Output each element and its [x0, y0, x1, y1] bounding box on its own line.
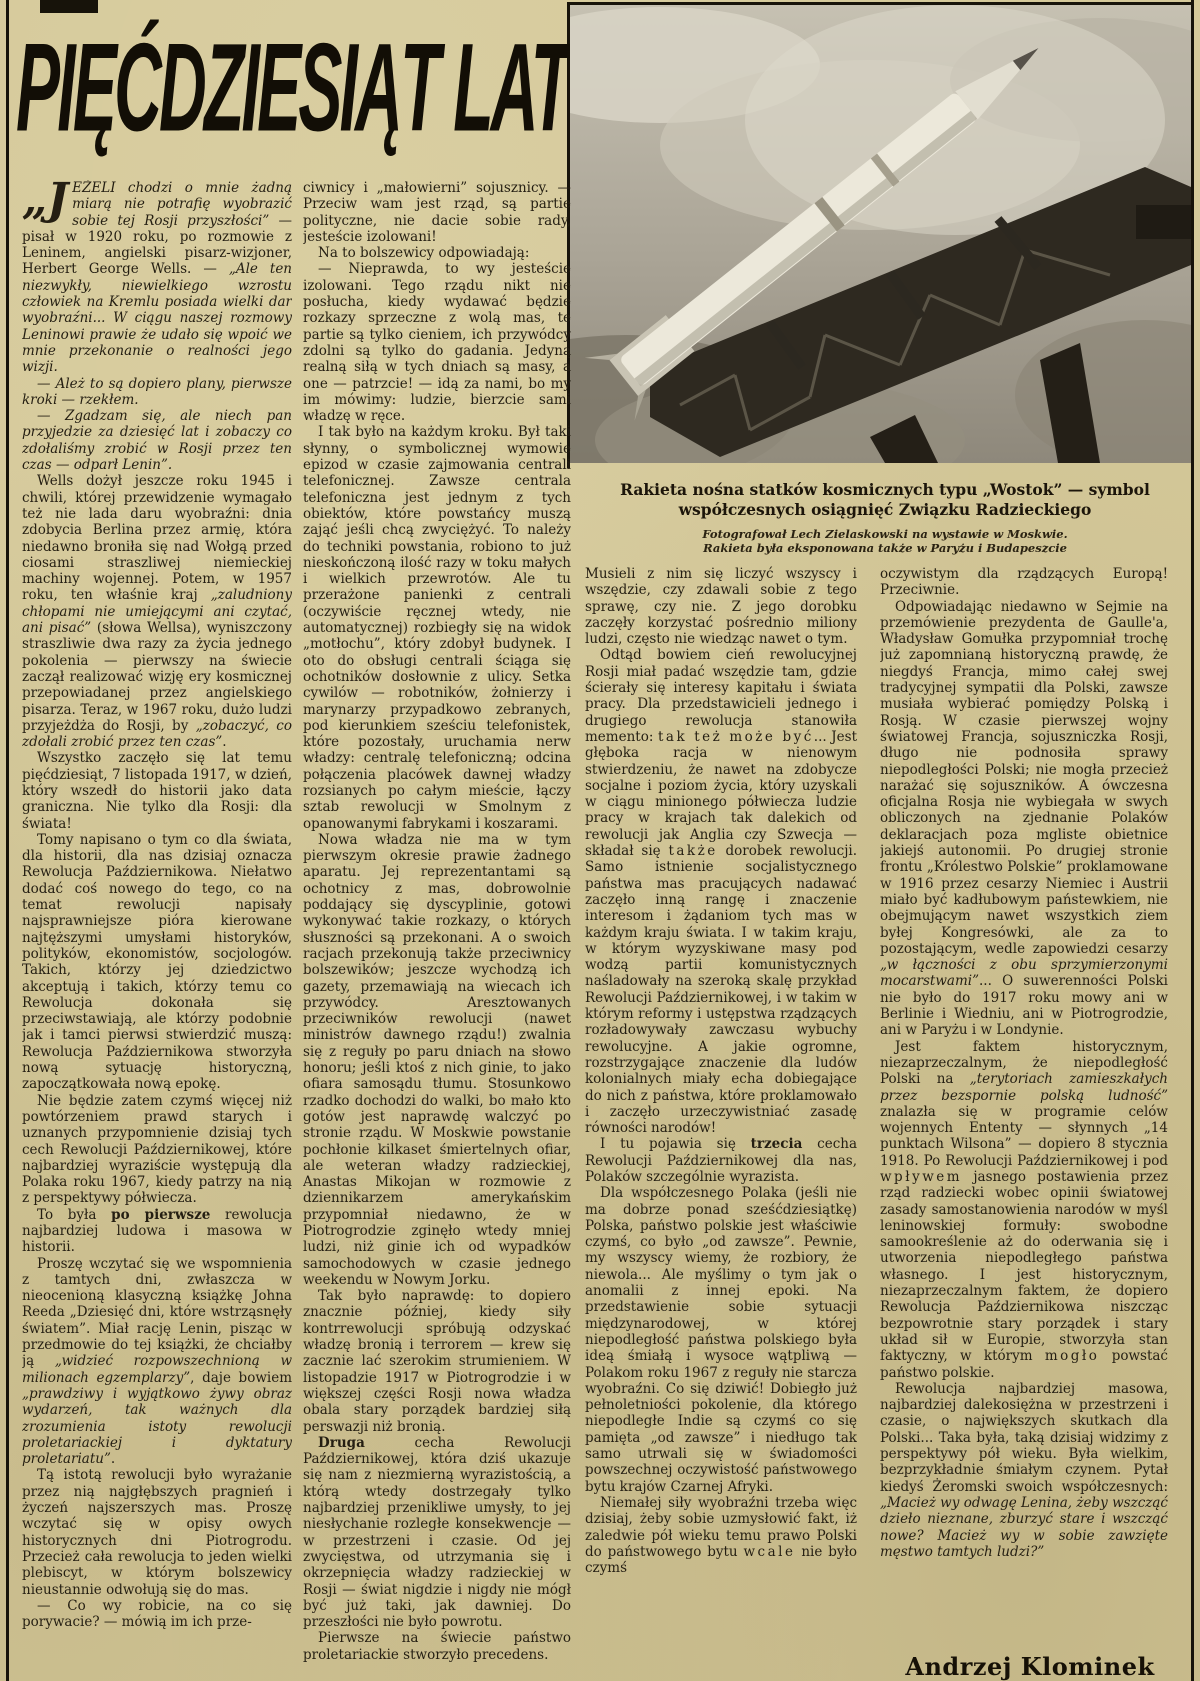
text-run: cecha Rewolucji Październikowej, która dziś ukazuje się nam z niezmierną wyrazistością, a którą wtedy dostrzegały tylko najbardziej przenikliwe umysły, to jej niesłychanie rozległe konsekwencje — w przestrzeni i czasie. Od jej zwycięstwa, od utrzymania się i okrzepnięcia władzy radzieckiej w Rosji — świat nigdzie i nigdy nie mógł być już taki, jak dawniej. Do przeszłości nie było powrotu. — [303, 1434, 571, 1631]
text-run: „terytoriach zamieszkałych przez bezspornie polską ludność” — [880, 1071, 1168, 1104]
text-run: cecha Rewolucji Październikowej dla nas, Polaków szczególnie wyrazista. — [585, 1136, 857, 1185]
rocket-photo — [570, 5, 1191, 463]
text-run: Tak było naprawdę: to dopiero znacznie później, kiedy siły kontrrewolucji spróbują odzyskać władzę bronią i terrorem — krew się zacznie lać szerokim strumieniem. W listopadzie 1917 w Piotrogrodzie i w większej części Rosji nowa władza obala stary porządek bardziej siłą perswazji niż bronią. — [303, 1288, 571, 1435]
text-run: — Zgadzam się, ale niech pan przyjedzie za dziesięć lat i zobaczy co zdołaliśmy zrobić w Rosji przez ten czas — odparł Lenin”. — [22, 408, 292, 474]
text-run: Odpowiadając niedawno w Sejmie na przemówienie prezydenta de Gaulle'a, Władysław Gomułka przypomniał trochę już zapomnianą historyczną prawdę, że niegdyś Francja, mimo całej swej tradycyjnej sympatii dla Polski, zawsze musiała wybierać pomiędzy Polską i Rosją. W czasie pierwszej wojny światowej Francja, sojuszniczka Rosji, długo nie podnosiła sprawy niepodległości Polski; nie mogła przecież narażać się sojuszników. A ówczesna oficjalna Rosja nie wybiegała w swych obliczonych na zjednanie Polaków deklaracjach poza mgliste obietnice jakiejś autonomii. Po drugiej stronie frontu „Królestwo Polskie” proklamowane w 1916 przez cesarzy Niemiec i Austrii miało być kadłubowym państewkiem, nie obejmującym nawet wszystkich ziem byłej Kongresówki, ale za to pozostającym, wedle zapowiedzi cesarzy — [880, 598, 1168, 957]
text-run: Jest faktem historycznym, niezaprzeczalnym, że niepodległość Polski na — [880, 1038, 1168, 1088]
text-run: wcale — [743, 1543, 796, 1560]
paragraph — [880, 1381, 1168, 1560]
paragraph — [22, 408, 292, 473]
text-run: Tomy napisano o tym co dla świata, dla historii, dla nas dzisiaj oznacza Rewolucja Październikowa. Niełatwo dodać coś nowego do tego, co na temat rewolucji napisały najsprawniejsze pióra kierowane najtęższymi umysłami historyków, polityków, ekonomistów, socjologów. Takich, którzy jej dziedzictwo akceptują i takich, którzy temu co Rewolucja dokonała się przeciwstawiają, ale którzy podobnie jak i tamci pierwsi stwierdzić muszą: Rewolucja Październikowa stworzyła nową sytuację historyczną, zapoczątkowała nową epokę. — [22, 831, 292, 1093]
text-run: „w łączności z obu sprzymierzonymi mocarstwami” — [880, 957, 1168, 990]
photo-credit — [585, 527, 1185, 555]
paragraph — [22, 1207, 292, 1256]
paragraph — [585, 1136, 857, 1185]
paragraph — [303, 1288, 571, 1435]
text-run: nie było czymś — [585, 1543, 857, 1577]
paragraph — [303, 180, 571, 245]
article-column-2 — [303, 180, 571, 1676]
paragraph — [585, 647, 857, 1136]
paragraph — [22, 473, 292, 750]
text-run: jasnego postawienia przez rząd radziecki wobec opinii światowej zasady samostanowienia narodów w myśl leninowskiej formuły: swobodne samookreślenie aż do oderwania się i utworzenia niepodległego państwa własnego. I jest historycznym, niezaprzeczalnym faktem, że dopiero Rewolucja Październikowa niszcząc bezpowrotnie stary porządek i stary układ sił w Europie, stworzyła stan faktyczny, w którym — [880, 1168, 1168, 1365]
text-run: „zobaczyć, co zdołali zrobić przez ten czas” — [22, 717, 292, 751]
text-run: Odtąd bowiem cień rewolucyjnej Rosji miał padać wszędzie tam, gdzie ścierały się interesy kapitału i świata pracy. Dla przedstawicieli jednego i drugiego rewolucja stanowiła memento: — [585, 647, 857, 745]
text-run: „Ale ten niezwykły, niewielkiego wzrostu człowiek na Kremlu posiada wielki dar wyobraźni... W ciągu naszej rozmowy Leninowi prawie że udało się wpoić we mnie przekonanie o realności jego wizji. — [22, 261, 292, 376]
text-run: Musieli z nim się liczyć wszyscy i wszędzie, czy zdawali sobie z tego sprawę, czy nie. Z jego dorobku zaczęły korzystać pośrednio miliony ludzi, często nie wiedząc nawet o tym. — [585, 566, 857, 648]
paragraph — [303, 261, 571, 424]
paragraph — [22, 1467, 292, 1597]
text-run: Tą istotą rewolucji było wyrażanie przez nią najgłębszych pragnień i życzeń najszerszych mas. Proszę wczytać się w opisy owych historycznych dni Piotrogrodu. Przecież cała rewolucja to jeden wielki plebiscyt, w którym bolszewicy nieustannie odwołują się do mas. — [22, 1467, 292, 1598]
drop-cap: „J — [22, 180, 69, 225]
paragraph — [880, 599, 1168, 1039]
text-run: po pierwsze — [111, 1206, 211, 1223]
text-run: trzecia — [750, 1136, 803, 1153]
text-run: To była — [37, 1206, 112, 1223]
article-column-3 — [585, 566, 857, 1670]
paragraph — [303, 424, 571, 831]
paragraph — [22, 1256, 292, 1468]
text-run: Proszę wczytać się we wspomnienia z tamtych dni, zwłaszcza w nieocenioną klasyczną książkę Johna Reeda „Dziesięć dni, które wstrząsnęły światem”. Miał rację Lenin, pisząc w przedmowie do tej książki, że chciałby ją — [22, 1255, 292, 1370]
text-run: „Macież wy odwagę Lenina, żeby wszcząć dzieło nieznane, zburzyć stare i wszcząć nowe? Macież wy w sobie zawzięte męstwo tamtych ludzi?” — [880, 1494, 1168, 1560]
text-run: — Co wy robicie, na co się porywacie? — mówią im ich prze- — [22, 1597, 292, 1631]
text-run: . — [110, 1451, 116, 1468]
text-run: ciwnicy i „małowierni” sojusznicy. — Przeciw wam jest rząd, są partie polityczne, nie dacie sobie rady, jesteście izolowani! — [303, 180, 571, 245]
paragraph — [303, 832, 571, 1288]
paragraph — [22, 1093, 292, 1207]
text-run: Niemałej siły wyobraźni trzeba więc dzisiaj, żeby sobie uzmysłowić fakt, iż zaledwie pół wieku temu prawo Polski do państwowego bytu — [585, 1494, 857, 1560]
text-run: EŻELI chodzi o mnie żadną miarą nie potrafię wyobrazić sobie tej Rosji przyszłości” — [72, 180, 292, 229]
text-run: Wells dożył jeszcze roku 1945 i chwili, której przewidzenie wymagało też nie lada daru wyobraźni: dnia zdobycia Berlina przez armię, która niedawno broniła się nad Wołgą przed ciosami straszliwej niemieckiej machiny wojennej. Potem, w 1957 roku, ten właśnie kraj — [22, 473, 292, 604]
article-title-text: PIĘĆDZIESIĄT LAT — [16, 18, 569, 159]
photo-caption: Rakieta nośna statków kosmicznych typu „Wostok” — symbol współczesnych osiągnięć Związku Radzieckiego — [620, 480, 1150, 519]
text-run: mogło — [1044, 1348, 1100, 1365]
paragraph — [880, 1039, 1168, 1381]
text-run: Druga — [318, 1434, 365, 1451]
text-run: . — [222, 734, 227, 751]
text-run: Pierwsze na świecie państwo proletariackie stworzyło precedens. — [303, 1630, 571, 1663]
paragraph — [585, 1495, 857, 1576]
text-run: Rewolucja najbardziej masowa, najbardziej dalekosiężna w przestrzeni i czasie, o największych skutkach dla Polski... Taka była, taką dzisiaj widzimy z perspektywy pół wieku. Była wielkim, bezprzykładnie śmiałym czynem. Pytał kiedyś Żeromski swoich współczesnych: — [880, 1380, 1168, 1495]
paragraph — [303, 245, 571, 261]
text-run: ... O suwerenności Polski nie było do 1917 roku mowy ani w Berlinie i Wiedniu, ani w Piotrogrodzie, ani w Paryżu i w Londynie. — [880, 973, 1168, 1039]
text-run: powstać państwo polskie. — [880, 1348, 1168, 1381]
paragraph — [303, 1630, 571, 1663]
author-byline: Andrzej Klominek — [905, 1652, 1155, 1681]
text-run: Dla współczesnego Polaka (jeśli nie ma dobrze ponad sześćdziesiątkę) Polska, państwo polskie jest właściwie czymś, co było „od zawsze”. Pewnie, my wszyscy wiemy, że rozbiory, że niewola... Ale myślimy o tym jak o anomalii z innej epoki. Na przedstawienie sobie sytuacji międzynarodowej, w której niepodległość państwa polskiego była ideą śmiałą i wysoce wątpliwą — Polakom roku 1967 z reguły nie starcza wyobraźni. Co się dziwić! Dobiegło już pełnoletniości pokolenie, dla którego niepodległe Indie są czymś co się pamięta „od zawsze” i niedługo tak samo utrwali się w świadomości powszechnej oczywistość państwowego bytu krajów Czarnej Afryki. — [585, 1185, 857, 1495]
corner-ornament — [40, 0, 98, 13]
text-run: znalazła się w programie celów wojennych Ententy — słynnych „14 punktach Wilsona” — dopiero 8 stycznia 1918. Po Rewolucji Październikowej i pod — [880, 1103, 1168, 1169]
text-run: — pisał w 1920 roku, po rozmowie z Leninem, angielski pisarz-wizjoner, Herbert George Wells. — — [22, 212, 292, 278]
page-border-right — [1191, 0, 1194, 1681]
paragraph — [303, 1435, 571, 1631]
photo-credit-line-1: Fotografował Lech Zielaskowski na wystawie w Moskwie. — [702, 527, 1068, 541]
text-run: Na to bolszewicy odpowiadają: — [318, 245, 530, 262]
text-run: (słowa Wellsa), wyniszczony straszliwie dwa razy za życia jednego pokolenia — pierwszy na świecie zaczął realizować wizję ery kosmicznej przepowiadanej przez angielskiego pisarza. Teraz, w 1967 roku, dużo ludzi przyjeżdża do Rosji, by — [22, 620, 292, 734]
text-run: Nie będzie zatem czymś więcej niż powtórzeniem prawd starych i uznanych przypomnienie dzisiaj tych cech Rewolucji Październikowej, które najbardziej wyraziście występują dla Polaka roku 1967, kiedy patrzy na nią z perspektywy półwiecza. — [22, 1092, 292, 1207]
text-run: Nowa władza nie ma w tym pierwszym okresie prawie żadnego aparatu. Jej reprezentantami są ochotnicy z mas, dobrowolnie poddający się dyscyplinie, gotowi wykonywać takie rozkazy, o których słuszności są przekonani. A o swoich racjach przekonują także przeciwnicy bolszewików; jeszcze wychodzą ich gazety, przemawiają na wiecach ich przywódcy. Aresztowanych przeciwników rewolucji (nawet ministrów dawnego rządu!) zwalnia się z reguły po paru dniach na słowo honoru; jeśli ktoś z nich ginie, to jako ofiara samosądu tłumu. Stosunkowo rzadko dochodzi do walki, bo mało kto gotów jest naprawdę walczyć po stronie rządu. W Moskwie powstanie pochłonie kilkaset śmiertelnych ofiar, ale weteran władzy radzieckiej, Anastas Mikojan w rozmowie z dziennikarzem amerykańskim przypomniał niedawno, że w Piotrogrodzie zginęło wtedy mniej ludzi, niż ginie ich od wypadków samochodowych w czasie jednego weekendu w Nowym Jorku. — [303, 831, 571, 1288]
paragraph — [585, 566, 857, 647]
text-run: także — [668, 843, 718, 860]
paragraph — [22, 832, 292, 1093]
text-run: wpływem — [880, 1168, 963, 1185]
text-run: — Ależ to są dopiero plany, pierwsze kroki — rzekłem. — [22, 375, 292, 408]
text-run: „zaludniony chłopami nie umiejącymi ani czytać, ani pisać” — [22, 587, 292, 637]
text-run: „prawdziwy i wyjątkowo żywy obraz wydarzeń, tak ważnych dla zrozumienia istoty rewolucji proletariackiej i dyktatury proletariatu” — [22, 1385, 292, 1468]
text-run: „widzieć rozpowszechnioną w milionach egzemplarzy” — [22, 1353, 292, 1386]
article-column-4 — [880, 566, 1168, 1652]
photo-credit-line-2: Rakieta była eksponowana także w Paryżu i Budapeszcie — [703, 541, 1067, 555]
text-run: Wszystko zaczęło się lat temu pięćdziesiąt, 7 listopada 1917, w dzień, który wszedł do historii jako data graniczna. Nie tylko dla Rosji: dla świata! — [22, 750, 292, 832]
text-run: I tu pojawia się — [600, 1136, 751, 1153]
paragraph — [585, 1185, 857, 1495]
article-column-1 — [22, 180, 292, 1676]
rocket-photo-illustration — [570, 5, 1191, 463]
text-run: dorobek rewolucji. Samo istnienie socjalistycznego państwa mas pracujących nadawać zaczęło inną rangę i znaczenie interesom i żądaniom tych mas w każdym kraju świata. I w takim kraju, w którym wyzyskiwane masy pod wodzą partii komunistycznych naśladowały na szeroką skalę przykład Rewolucji Październikowej, i w takim w którym reformy i ustępstwa rządzących rozładowywały zawczasu wybuchy rewolucyjne. A jakie ogromne, rozstrzygające znaczenie dla ludów kolonialnych miały echa dobiegające do nich z państwa, które proklamowało i zaczęło urzeczywistniać zasadę równości narodów! — [585, 843, 857, 1137]
text-run: oczywistym dla rządzących Europą! Przeciwnie. — [880, 566, 1168, 599]
text-run: I tak było na każdym kroku. Był taki słynny, o symbolicznej wymowie epizod w czasie zajmowania centrali telefonicznej. Zawsze centrala telefoniczna jest jednym z tych obiektów, które powstańcy muszą zająć jeśli chcą zwyciężyć. To należy do techniki powstania, robiono to już nieskończoną ilość razy w toku małych i wielkich przewrotów. Ale tu przerażone panienki z centrali (oczywiście ręcznej wtedy, nie automatycznej) rozbiegły się na widok „motłochu”, który zdobył budynek. I oto do obsługi centrali ściąga się ochotników dosłownie z ulicy. Setka cywilów — robotników, żołnierzy i marynarzy przypadkowo zebranych, pod kierunkiem sześciu telefonistek, które pozostały, uruchamia nerw władzy: centralę telefoniczną; odcina połączenia placówek dawnej władzy rozsianych po całym mieście, łączy sztab rewolucji w Smolnym z opanowanymi fabrykami i koszarami. — [303, 424, 571, 832]
text-run: rewolucja najbardziej ludowa i masowa w historii. — [22, 1206, 292, 1256]
paragraph — [22, 750, 292, 831]
text-run: tak też może być — [657, 728, 814, 745]
paragraph — [22, 1598, 292, 1631]
page-border-left — [6, 0, 9, 1681]
article-title — [16, 16, 572, 172]
paragraph — [22, 376, 292, 409]
text-run: , daje bowiem — [190, 1369, 292, 1386]
paragraph — [880, 566, 1168, 599]
paragraph — [22, 180, 292, 376]
text-run: ... Jest głęboka racja w nienowym stwierdzeniu, że nawet na zdobycze socjalne i poziom życia, który uzyskali w ciągu minionego półwiecza ludzie pracy w krajach tak dalekich od rewolucji jak Anglia czy Szwecja — składał się — [585, 728, 857, 860]
text-run: — Nieprawda, to wy jesteście izolowani. Tego rządu nikt nie posłucha, kiedy wydawać będzie rozkazy sprzeczne z wolą mas, te partie są tylko cieniem, ich przywódcy zdolni są tylko do gadania. Jedyną realną siłą w tych dniach są masy, a one — patrzcie! — idą za nami, bo my im mówimy: ludzie, bierzcie sami władzę w ręce. — [303, 261, 571, 425]
